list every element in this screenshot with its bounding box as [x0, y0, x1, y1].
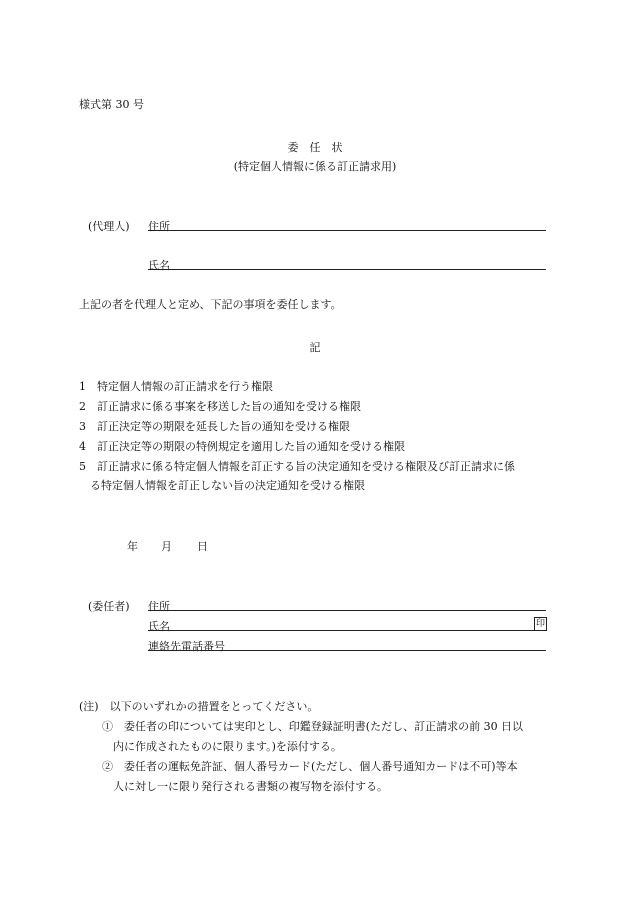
- date-day-label: 日: [197, 540, 208, 553]
- note-2-line-1: ② 委任者の運転免許証、個人番号カード(ただし、個人番号通知カードは不可)等本: [102, 760, 518, 773]
- agent-address-field[interactable]: [148, 230, 546, 231]
- list-item: 5 訂正請求に係る特定個人情報を訂正する旨の決定通知を受ける権限及び訂正請求に係: [79, 460, 515, 473]
- list-item: 3 訂正決定等の期限を延長した旨の通知を受ける権限: [79, 420, 350, 433]
- agent-name-field[interactable]: [148, 269, 546, 270]
- agent-name-label: 氏名: [148, 259, 170, 272]
- agent-address-label: 住所: [148, 220, 170, 233]
- list-item-continuation: る特定個人情報を訂正しない旨の決定通知を受ける権限: [90, 479, 365, 492]
- principal-address-label: 住所: [148, 600, 170, 613]
- date-month-label: 月: [161, 540, 172, 553]
- seal-mark: 印: [535, 619, 545, 629]
- principal-name-label: 氏名: [148, 620, 170, 633]
- list-item: 2 訂正請求に係る事案を移送した旨の通知を受ける権限: [79, 400, 361, 413]
- notes-heading: (注) 以下のいずれかの措置をとってください。: [79, 700, 319, 713]
- note-1-line-2: 内に作成されたものに限ります。)を添付する。: [113, 740, 342, 753]
- date-year-label: 年: [127, 540, 138, 553]
- principal-address-field[interactable]: [148, 610, 546, 611]
- form-number: 様式第 30 号: [79, 98, 144, 111]
- document-subtitle: (特定個人情報に係る訂正請求用): [233, 160, 397, 173]
- delegation-statement: 上記の者を代理人と定め、下記の事項を委任します。: [79, 298, 342, 311]
- note-1-line-1: ① 委任者の印については実印とし、印鑑登録証明書(ただし、訂正請求の前 30 日以: [102, 720, 524, 733]
- principal-phone-label: 連絡先電話番号: [148, 640, 225, 653]
- document-title: 委 任 状: [287, 141, 343, 154]
- agent-label: (代理人): [88, 220, 130, 233]
- list-item: 1 特定個人情報の訂正請求を行う権限: [79, 380, 273, 393]
- principal-phone-field[interactable]: [148, 650, 546, 651]
- principal-name-field[interactable]: [148, 630, 546, 631]
- ki-heading: 記: [309, 341, 321, 354]
- note-2-line-2: 人に対し一に限り発行される書類の複写物を添付する。: [113, 780, 388, 793]
- principal-label: (委任者): [88, 600, 130, 613]
- list-item: 4 訂正決定等の期限の特例規定を適用した旨の通知を受ける権限: [79, 440, 405, 453]
